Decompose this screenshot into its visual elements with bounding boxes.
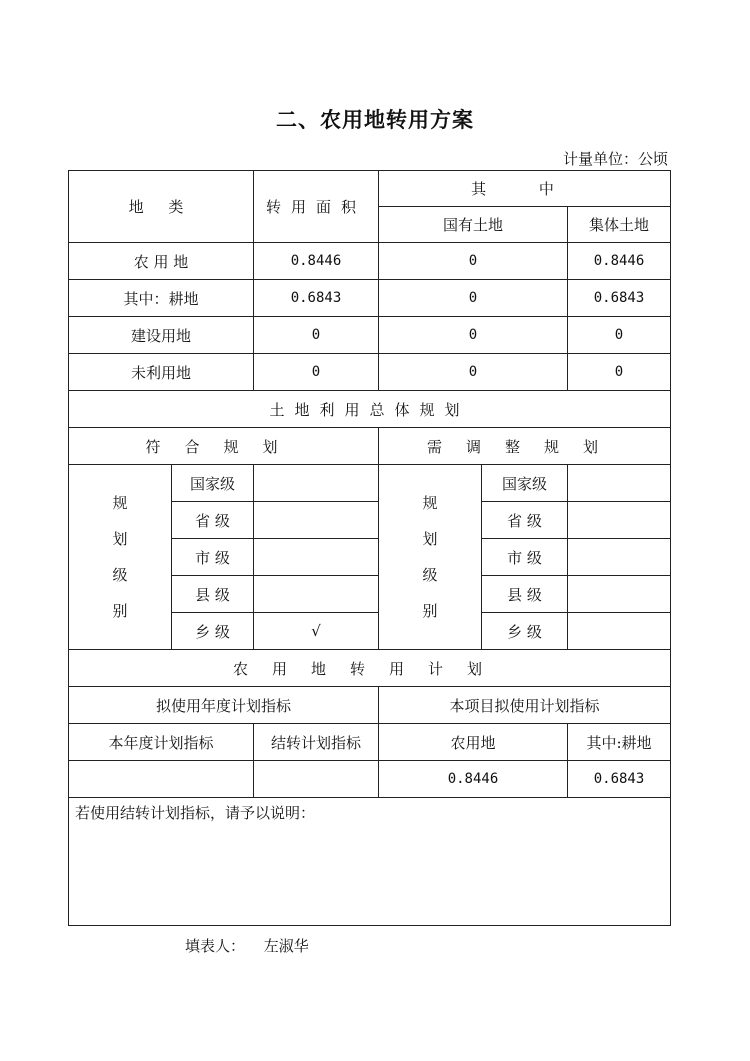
annual-indicator-heading: 拟使用年度计划指标 xyxy=(69,687,379,724)
farmland-heading: 农用地 xyxy=(379,724,568,761)
carryover-value xyxy=(254,761,379,798)
table-row xyxy=(69,280,671,317)
form-filler xyxy=(185,935,323,956)
row-state: 0 xyxy=(379,280,568,317)
conform-level-label: 国家级 xyxy=(172,465,254,502)
conform-level-mark xyxy=(254,539,379,576)
conform-level-label: 省 级 xyxy=(172,502,254,539)
row-label: 其中：耕地 xyxy=(69,280,254,317)
table-row xyxy=(69,317,671,354)
carryover-explanation-note: 若使用结转计划指标，请予以说明： xyxy=(69,798,671,926)
adjust-level-mark xyxy=(568,465,671,502)
conform-level-mark xyxy=(254,502,379,539)
filler-name: 左淑华 xyxy=(263,937,309,955)
row-state: 0 xyxy=(379,243,568,280)
row-label: 建设用地 xyxy=(69,317,254,354)
row-label: 农 用 地 xyxy=(69,243,254,280)
row-area: 0.8446 xyxy=(254,243,379,280)
adjust-level-mark xyxy=(568,613,671,650)
header-collective: 集体土地 xyxy=(568,207,671,243)
filler-label: 填表人： xyxy=(185,937,246,955)
adjust-level-mark xyxy=(568,502,671,539)
row-area: 0 xyxy=(254,354,379,391)
measurement-unit: 计量单位：公顷 xyxy=(562,150,668,168)
adjust-level-mark xyxy=(568,539,671,576)
adjust-level-label: 乡 级 xyxy=(482,613,568,650)
cultivated-value: 0.6843 xyxy=(568,761,671,798)
document-title: 二、农用地转用方案 xyxy=(276,108,474,132)
row-label: 未利用地 xyxy=(69,354,254,391)
row-area: 0.6843 xyxy=(254,280,379,317)
row-collective: 0.6843 xyxy=(568,280,671,317)
row-state: 0 xyxy=(379,354,568,391)
table-row xyxy=(69,243,671,280)
conform-level-label: 县 级 xyxy=(172,576,254,613)
row-collective: 0 xyxy=(568,354,671,391)
adjust-level-label: 市 级 xyxy=(482,539,568,576)
carryover-heading: 结转计划指标 xyxy=(254,724,379,761)
conform-level-label: 乡 级 xyxy=(172,613,254,650)
land-conversion-table xyxy=(68,170,671,926)
header-land-type: 地 类 xyxy=(69,171,254,243)
conform-level-label: 市 级 xyxy=(172,539,254,576)
conform-level-mark: √ xyxy=(254,613,379,650)
adjust-level-label: 县 级 xyxy=(482,576,568,613)
adjust-level-mark xyxy=(568,576,671,613)
adjust-level-heading: 规 划 级 别 xyxy=(379,465,482,650)
plan-adjust-heading: 需调整规划 xyxy=(379,428,671,465)
conform-level-heading: 规 划 级 别 xyxy=(69,465,172,650)
row-area: 0 xyxy=(254,317,379,354)
current-year-value xyxy=(69,761,254,798)
table-row xyxy=(69,354,671,391)
row-collective: 0.8446 xyxy=(568,243,671,280)
row-collective: 0 xyxy=(568,317,671,354)
conform-level-mark xyxy=(254,576,379,613)
header-of-which: 其 中 xyxy=(379,171,671,207)
project-indicator-heading: 本项目拟使用计划指标 xyxy=(379,687,671,724)
current-year-heading: 本年度计划指标 xyxy=(69,724,254,761)
adjust-level-label: 国家级 xyxy=(482,465,568,502)
plan-section-heading: 土地利用总体规划 xyxy=(69,391,671,428)
conform-level-mark xyxy=(254,465,379,502)
row-state: 0 xyxy=(379,317,568,354)
conversion-section-heading: 农用地转用计划 xyxy=(69,650,671,687)
adjust-level-label: 省 级 xyxy=(482,502,568,539)
farmland-value: 0.8446 xyxy=(379,761,568,798)
cultivated-heading: 其中:耕地 xyxy=(568,724,671,761)
plan-conform-heading: 符合规划 xyxy=(69,428,379,465)
header-state-owned: 国有土地 xyxy=(379,207,568,243)
header-area: 转用面积 xyxy=(254,171,379,243)
